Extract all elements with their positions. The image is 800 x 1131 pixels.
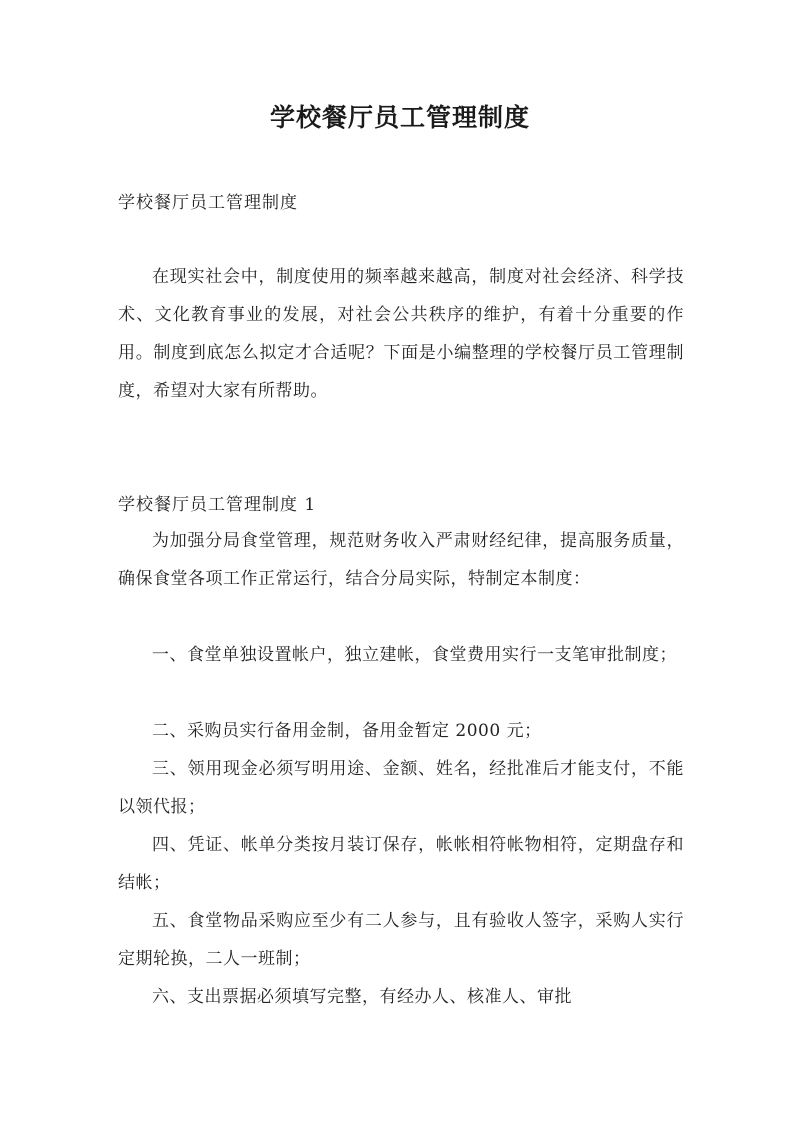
document-subtitle: 学校餐厅员工管理制度	[118, 193, 298, 213]
rule-item-3: 三、领用现金必须写明用途、金额、姓名，经批准后才能支付，不能以领代报；	[118, 759, 684, 817]
rule-item-2: 二、采购员实行备用金制，备用金暂定 2000 元；	[152, 721, 542, 741]
rule-item-1: 一、食堂单独设置帐户，独立建帐，食堂费用实行一支笔审批制度；	[152, 645, 677, 665]
rule-item-4: 四、凭证、帐单分类按月装订保存，帐帐相符帐物相符，定期盘存和结帐；	[118, 835, 684, 893]
rule-item-5: 五、食堂物品采购应至少有二人参与，且有验收人签字，采购人实行定期轮换，二人一班制；	[118, 911, 684, 969]
document-title: 学校餐厅员工管理制度	[269, 103, 530, 132]
section-paragraph: 为加强分局食堂管理，规范财务收入严肃财经纪律，提高服务质量，确保食堂各项工作正常运行，结合分局实际，特制定本制度：	[118, 531, 684, 589]
rule-item-6: 六、支出票据必须填写完整，有经办人、核准人、审批	[152, 987, 572, 1007]
intro-paragraph: 在现实社会中，制度使用的频率越来越高，制度对社会经济、科学技术、文化教育事业的发展，对社会公共秩序的维护，有着十分重要的作用。制度到底怎么拟定才合适呢？下面是小编整理的学校餐厅员工管理制度，希望对大家有所帮助。	[118, 267, 684, 401]
section-heading: 学校餐厅员工管理制度 1	[118, 495, 317, 515]
